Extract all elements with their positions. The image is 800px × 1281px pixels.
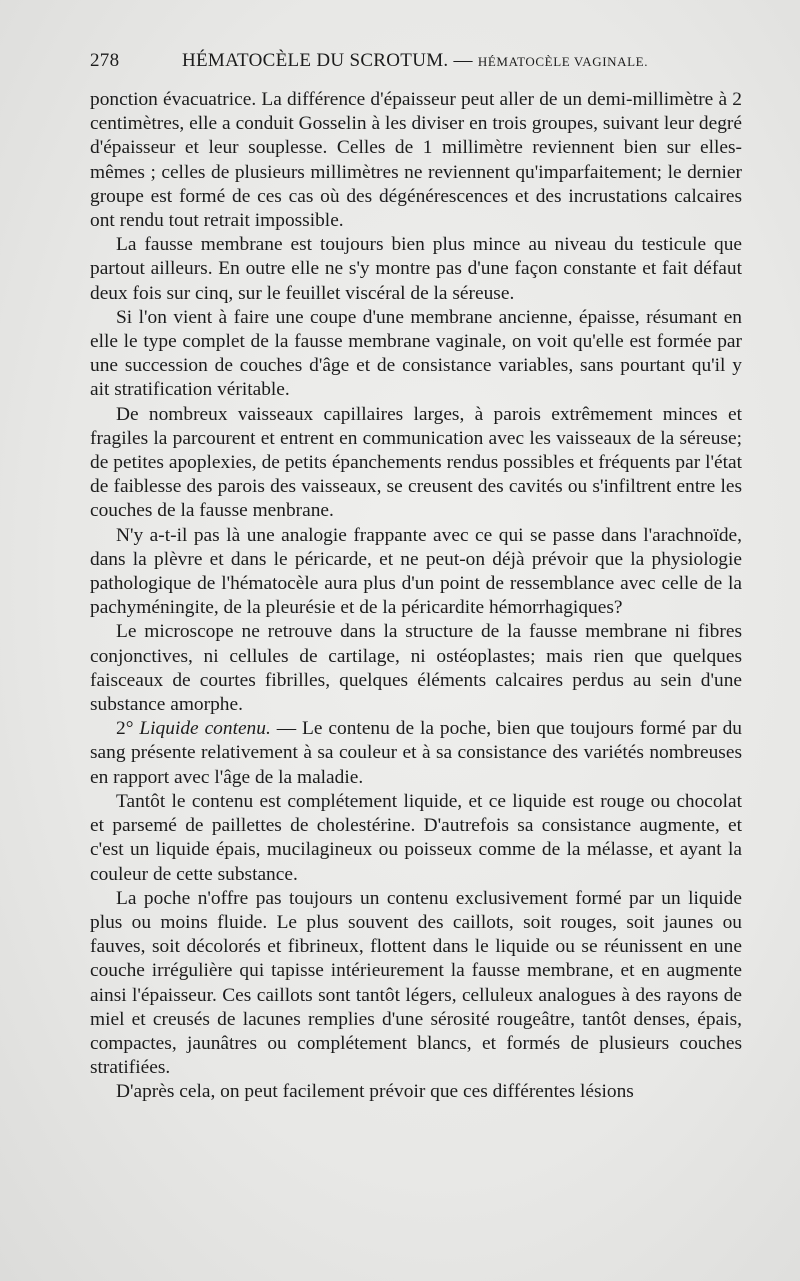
- paragraph: La poche n'offre pas toujours un contenu exclusivement formé par un liquide plus ou moins fluide. Le plus souvent des caillots, soit rouges, soit jaunes ou fauves, soit décolorés et fibrineux, flottent dans le liquide ou se réunissent en une couche irrégulière qui tapisse intérieurement la fausse membrane, et en augmente ainsi l'épaisseur. Ces caillots sont tantôt légers, celluleux analogues à des rayons de miel et creusés de lacunes remplies d'une sérosité rougeâtre, tantôt denses, épais, compactes, jaunâtres ou complétement blancs, et formés de plusieurs couches stratifiées.: [90, 887, 742, 1079]
- header-separator: —: [448, 50, 478, 71]
- body-text: [90, 88, 742, 1105]
- paragraph: La fausse membrane est toujours bien plus mince au niveau du testicule que partout ailleurs. En outre elle ne s'y montre pas d'une façon constante et fait défaut deux fois sur cinq, sur le feuillet viscéral de la séreuse.: [90, 234, 742, 304]
- section-number: 2°: [116, 718, 140, 740]
- header-subtitle: HÉMATOCÈLE VAGINALE.: [477, 54, 649, 69]
- running-header: [90, 50, 742, 80]
- paragraph-text: — Le contenu de la poche, bien que toujours formé par du sang présente relativement à sa couleur et à sa consistance des variétés nombreuses en rapport avec l'âge de la maladie.: [90, 718, 742, 788]
- paragraph: N'y a-t-il pas là une analogie frappante avec ce qui se passe dans l'arachnoïde, dans la plèvre et dans le péricarde, et ne peut-on déjà prévoir que la physiologie pathologique de l'hématocèle aura plus d'un point de ressemblance avec celle de la pachyméningite, de la pleurésie et de la péricardite hémorrhagiques?: [90, 524, 742, 619]
- paragraph: Le microscope ne retrouve dans la structure de la fausse membrane ni fibres conjonctives, ni cellules de cartilage, ni ostéoplastes; mais rien que quelques faisceaux de courtes fibrilles, quelques éléments calcaires perdus au sein d'une substance amorphe.: [90, 621, 742, 716]
- paragraph: Tantôt le contenu est complétement liquide, et ce liquide est rouge ou chocolat et parsemé de paillettes de cholestérine. D'autrefois sa consistance augmente, et c'est un liquide épais, mucilagineux ou poisseux comme de la mélasse, et ayant la couleur de cette substance.: [90, 790, 742, 885]
- header-title: HÉMATOCÈLE DU SCROTUM.: [182, 50, 449, 71]
- paragraph: ponction évacuatrice. La différence d'épaisseur peut aller de un demi-millimètre à 2 centimètres, elle a conduit Gosselin à les diviser en trois groupes, suivant leur degré d'épaisseur et leur souplesse. Celles de 1 millimètre reviennent bien sur elles-mêmes ; celles de plusieurs millimètres ne reviennent qu'imparfaitement; le dernier groupe est formé de ces cas où des dégénérescences et des incrustations calcaires ont rendu tout retrait impossible.: [90, 89, 742, 232]
- running-title: [182, 50, 742, 72]
- page-number: 278: [90, 50, 120, 71]
- paragraph: Si l'on vient à faire une coupe d'une membrane ancienne, épaisse, résumant en elle le type complet de la fausse membrane vaginale, on voit qu'elle est formée par une succession de couches d'âge et de consistance variables, sans pourtant qu'il y ait stratification véritable.: [90, 306, 742, 401]
- paragraph: D'après cela, on peut facilement prévoir que ces différentes lésions: [116, 1081, 634, 1103]
- paragraph: De nombreux vaisseaux capillaires larges, à parois extrêmement minces et fragiles la parcourent et entrent en communication avec les vaisseaux de la séreuse; de petites apoplexies, de petits épanchements rendus possibles et fréquents par l'état de faiblesse des parois des vaisseaux, se creusent des cavités ou s'infiltrent entre les couches de la fausse menbrane.: [90, 403, 742, 522]
- paragraph: [90, 717, 742, 790]
- section-heading: Liquide contenu.: [139, 718, 271, 740]
